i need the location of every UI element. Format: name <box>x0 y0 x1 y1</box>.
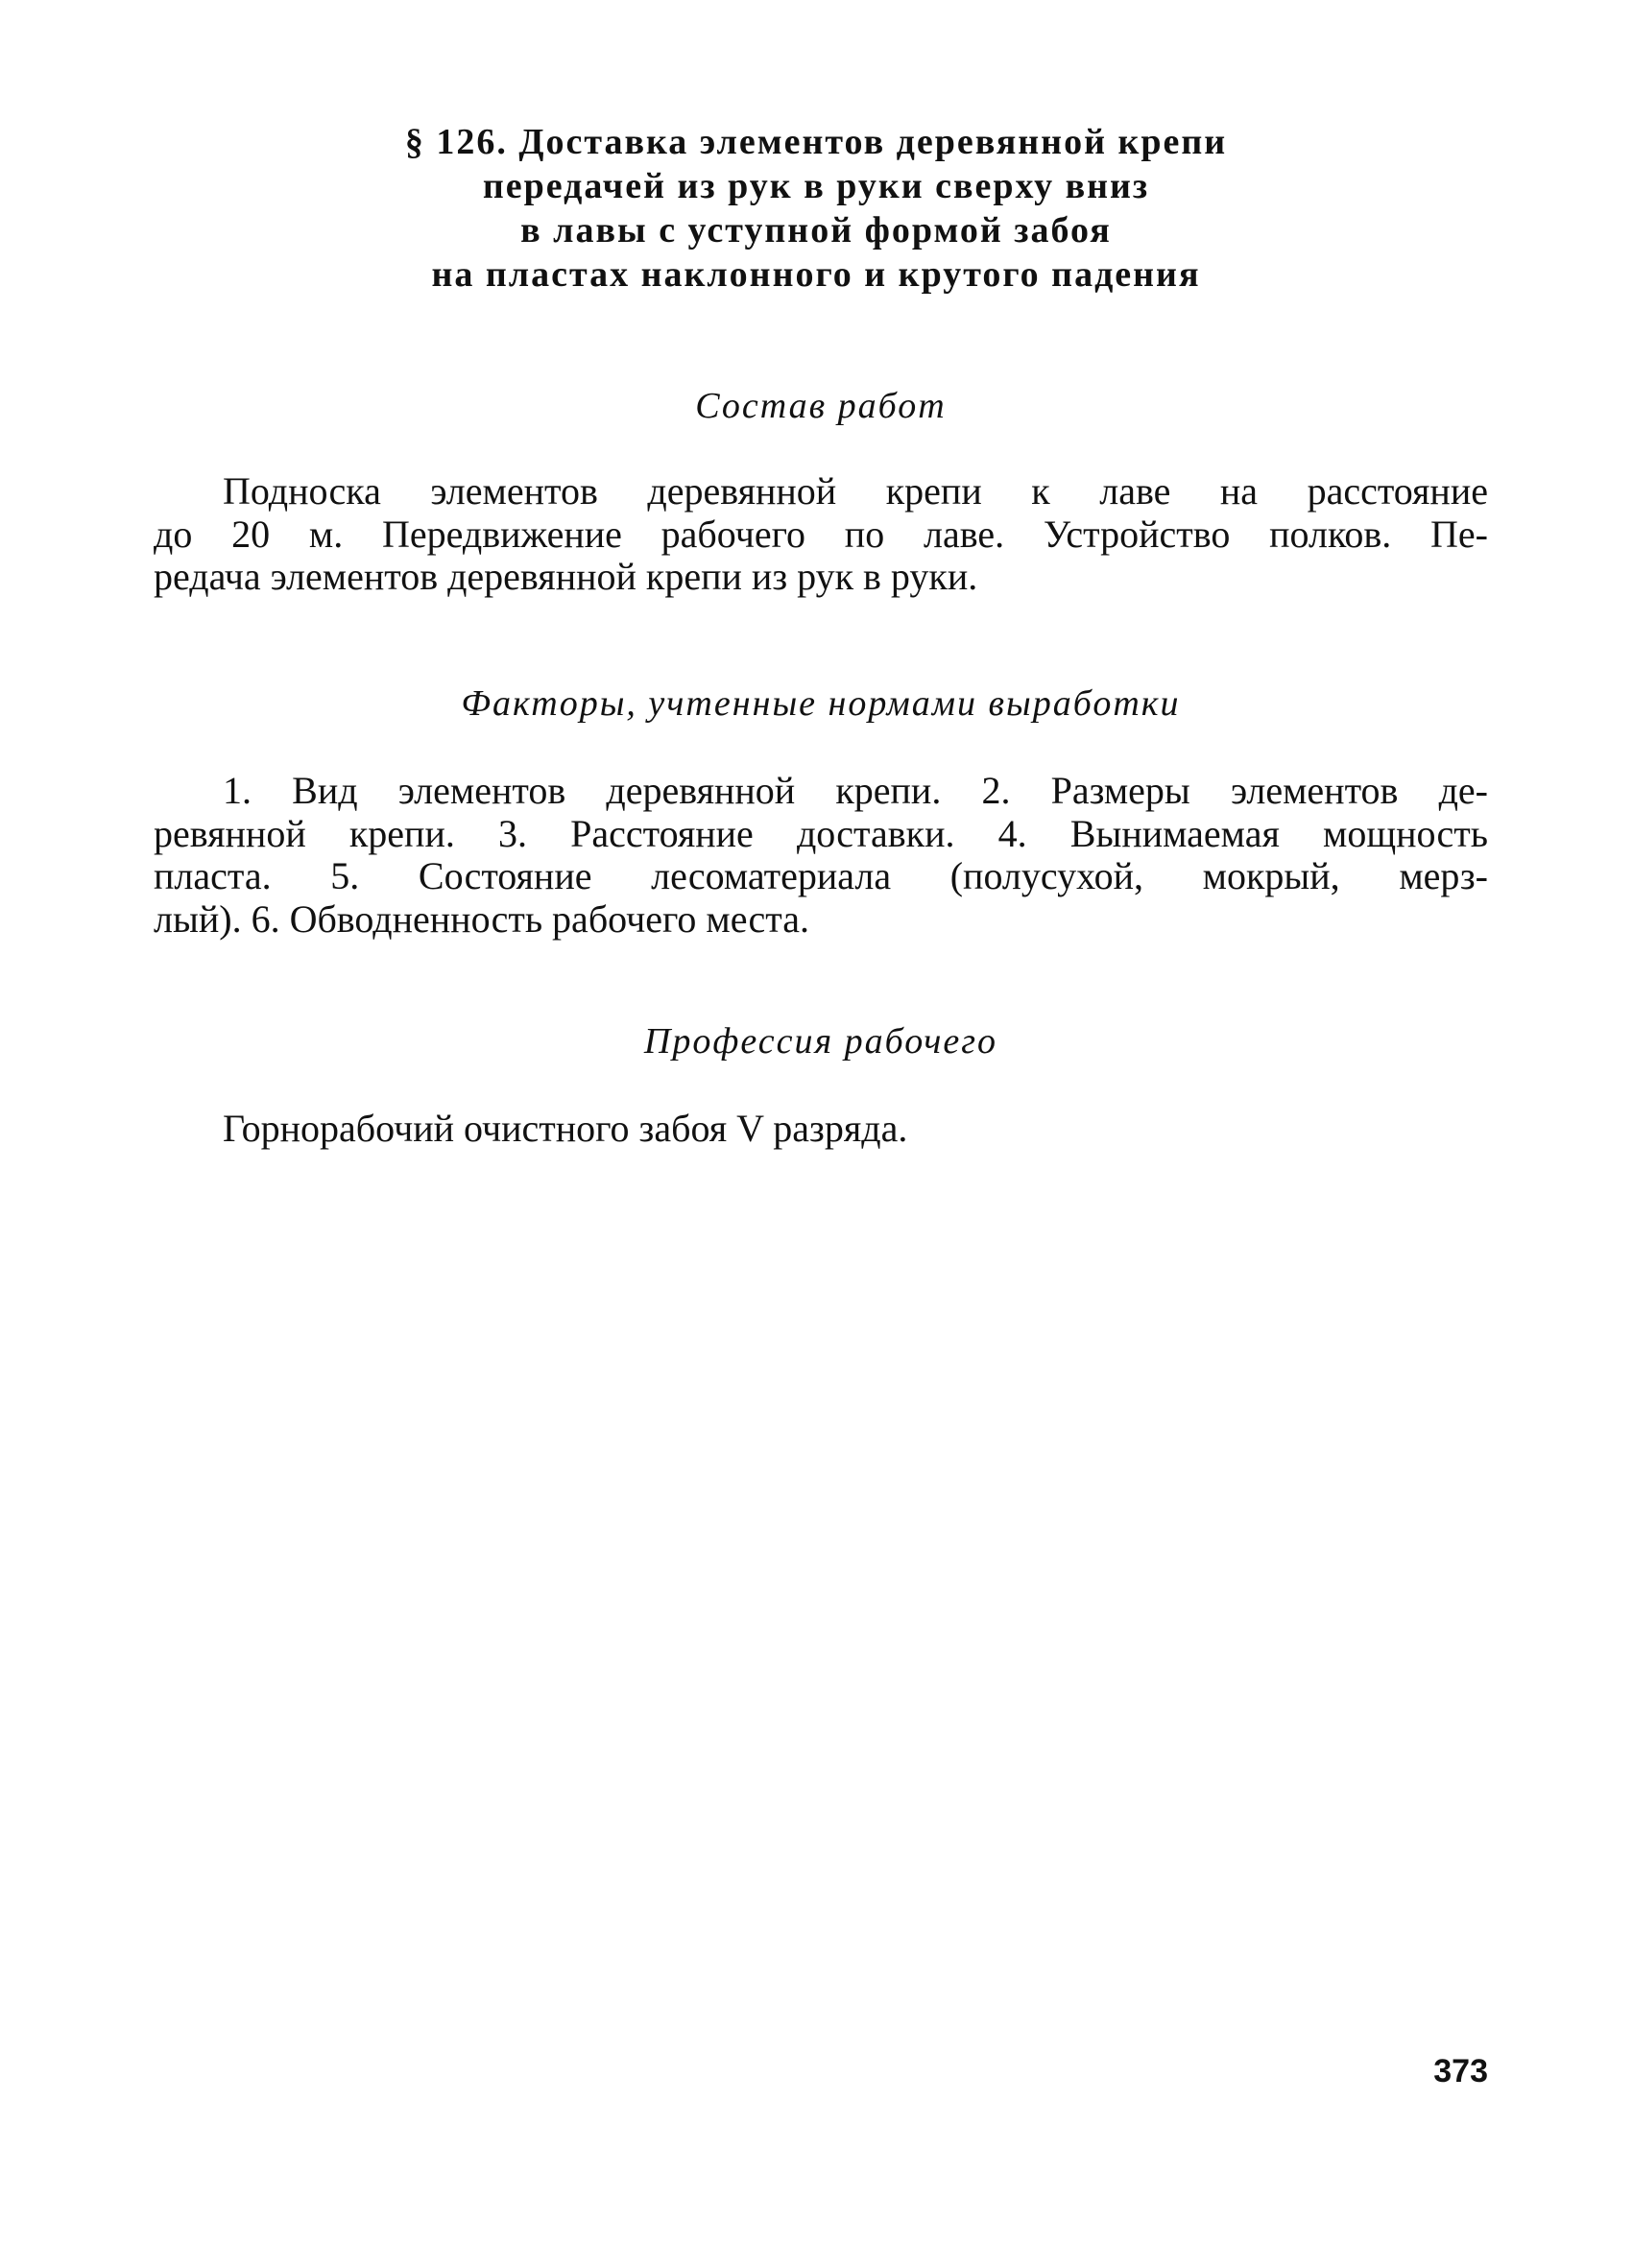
composition-paragraph <box>154 470 1488 599</box>
heading-line: в лавы с уступной формой забоя <box>520 210 1112 251</box>
heading-line: § 126. Доставка элементов деревянной крепи <box>404 122 1228 162</box>
paragraph-line: 1. Вид элементов деревянной крепи. 2. Размеры элементов де- <box>223 769 1488 812</box>
heading-line: на пластах наклонного и крутого падения <box>431 254 1201 295</box>
paragraph-line: ревянной крепи. 3. Расстояние доставки. 4. Вынимаемая мощность <box>154 811 1488 855</box>
profession-text: Горнорабочий очистного забоя V разряда. <box>223 1107 908 1150</box>
profession-title: Профессия рабочего <box>643 1021 998 1062</box>
factors-title: Факторы, учтенные нормами выработки <box>461 683 1181 724</box>
paragraph-line: пласта. 5. Состояние лесоматериала (полусухой, мокрый, мерз- <box>154 854 1488 897</box>
paragraph-line: редача элементов деревянной крепи из рук в руки. <box>154 555 978 598</box>
heading-line: передачей из рук в руки сверху вниз <box>482 166 1150 206</box>
paragraph-line: лый). 6. Обводненность рабочего места. <box>154 896 809 941</box>
paragraph-line: Подноска элементов деревянной крепи к лаве на расстояние <box>223 469 1488 513</box>
page-number: 373 <box>1433 2053 1488 2089</box>
paragraph-line: до 20 м. Передвижение рабочего по лаве. Устройство полков. Пе- <box>154 512 1488 556</box>
composition-title: Состав работ <box>695 386 947 426</box>
factors-paragraph <box>154 770 1488 941</box>
section-heading <box>288 120 1344 297</box>
